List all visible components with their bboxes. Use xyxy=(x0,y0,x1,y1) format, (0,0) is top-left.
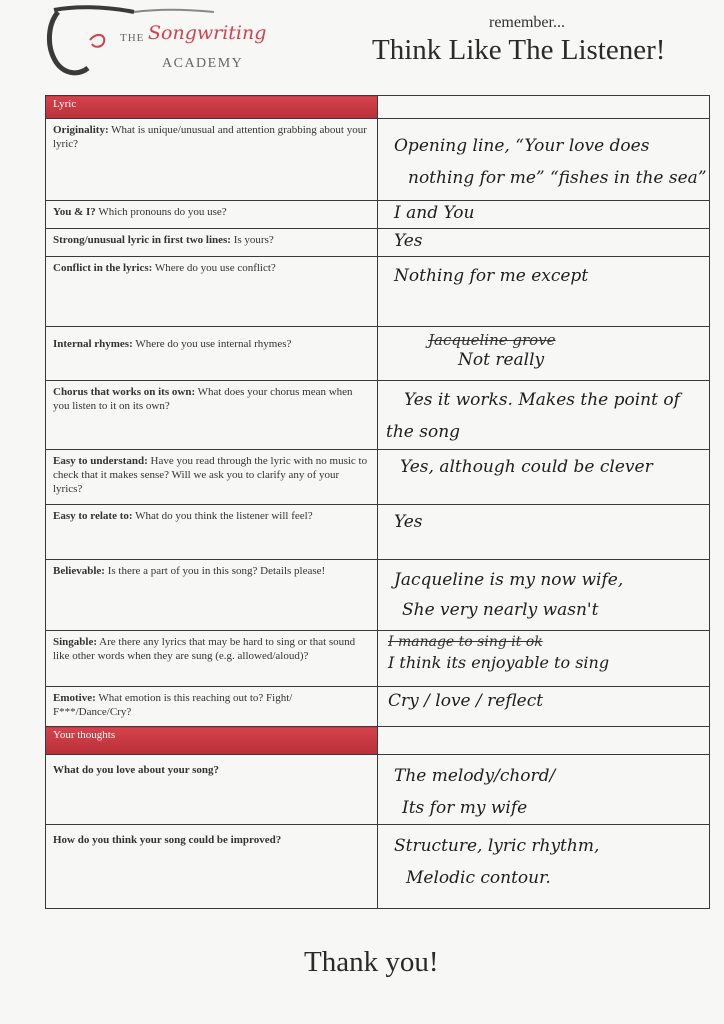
answer-field[interactable] xyxy=(378,229,710,257)
form-row xyxy=(46,505,710,560)
feedback-form-table xyxy=(45,95,710,909)
answer-line: Nothing for me except xyxy=(394,266,589,286)
answer-field[interactable] xyxy=(378,505,710,560)
answer-line: The melody/chord/ xyxy=(394,766,556,786)
question-label: You & I? xyxy=(53,206,96,218)
form-row xyxy=(46,560,710,631)
question-text: Is there a part of you in this song? Details please! xyxy=(107,565,326,577)
answer-field[interactable] xyxy=(378,119,710,201)
answer-field[interactable] xyxy=(378,257,710,327)
answer-field[interactable] xyxy=(378,560,710,631)
question-text: Where do you use conflict? xyxy=(154,262,276,274)
question-text: Is yours? xyxy=(233,234,274,246)
question-label: Originality: xyxy=(53,124,109,136)
answer-line: Yes xyxy=(394,512,423,532)
answer-line: Its for my wife xyxy=(402,798,528,818)
question-label: Believable: xyxy=(53,565,105,577)
question-label: Singable: xyxy=(53,636,98,648)
question-text: Are there any lyrics that may be hard to sing or that sound like other words when they are sung (e.g. allowed/aloud)? xyxy=(53,636,356,662)
crossed-out-text: Jacqueline grove xyxy=(428,331,556,349)
question-label: Easy to relate to: xyxy=(53,510,133,522)
question-label: What do you love about your song? xyxy=(53,764,220,776)
answer-line: I and You xyxy=(394,203,475,223)
answer-line: Melodic contour. xyxy=(406,868,551,888)
answer-field[interactable] xyxy=(378,327,710,381)
thank-you-text: Thank you! xyxy=(304,946,439,978)
answer-line: nothing for me” “fishes in the sea” xyxy=(408,168,707,188)
answer-line: Yes it works. Makes the point of xyxy=(404,390,680,410)
answer-field[interactable] xyxy=(378,755,710,825)
question-text: What do you think the listener will feel? xyxy=(135,510,313,522)
section-label-lyric: Lyric xyxy=(46,96,378,119)
answer-field[interactable] xyxy=(378,687,710,727)
question-text: What is unique/unusual and attention grabbing about your lyric? xyxy=(53,124,367,150)
question-text: Which pronouns do you use? xyxy=(98,206,227,218)
form-row xyxy=(46,755,710,825)
form-row xyxy=(46,825,710,909)
question-label: Chorus that works on its own: xyxy=(53,386,196,398)
question-text: Where do you use internal rhymes? xyxy=(135,338,292,350)
answer-field[interactable] xyxy=(378,201,710,229)
section-label-your-thoughts: Your thoughts xyxy=(46,727,378,755)
question-label: How do you think your song could be improved? xyxy=(53,834,282,846)
answer-line: Opening line, “Your love does xyxy=(394,136,650,156)
form-row xyxy=(46,201,710,229)
answer-line: Jacqueline is my now wife, xyxy=(394,570,624,590)
form-row xyxy=(46,450,710,505)
logo-academy: ACADEMY xyxy=(162,56,244,71)
answer-line: the song xyxy=(386,422,461,442)
form-row xyxy=(46,327,710,381)
answer-line: Structure, lyric rhythm, xyxy=(394,836,600,856)
answer-field[interactable] xyxy=(378,450,710,505)
answer-field[interactable] xyxy=(378,631,710,687)
logo-songwriting: Songwriting xyxy=(148,22,267,44)
question-text: Have you read through the lyric with no music to check that it makes sense? Will we ask you to clarify any of your lyrics? xyxy=(53,455,368,495)
question-text: What emotion is this reaching out to? Fight/ F***/Dance/Cry? xyxy=(53,692,293,718)
form-row xyxy=(46,687,710,727)
answer-line: Yes, although could be clever xyxy=(400,457,653,477)
question-label: Emotive: xyxy=(53,692,96,704)
section-row-lyric xyxy=(46,96,710,119)
form-row xyxy=(46,229,710,257)
answer-line: Not really xyxy=(458,350,545,370)
answer-line: Cry / love / reflect xyxy=(388,691,544,711)
form-row xyxy=(46,119,710,201)
answer-line: I think its enjoyable to sing xyxy=(388,653,610,672)
answer-field[interactable] xyxy=(378,825,710,909)
answer-line: She very nearly wasn't xyxy=(402,600,599,620)
crossed-out-text: I manage to sing it ok xyxy=(388,634,543,650)
remember-text: remember... xyxy=(489,14,565,31)
section-row-thoughts xyxy=(46,727,710,755)
question-label: Internal rhymes: xyxy=(53,338,133,350)
question-text: What does your chorus mean when you listen to it on its own? xyxy=(53,386,353,412)
songwriting-academy-logo xyxy=(44,4,267,78)
question-label: Strong/unusual lyric in first two lines: xyxy=(53,234,231,246)
question-label: Easy to understand: xyxy=(53,455,148,467)
logo-the: THE xyxy=(120,32,145,44)
answer-line: Yes xyxy=(394,231,423,251)
form-row xyxy=(46,631,710,687)
question-label: Conflict in the lyrics: xyxy=(53,262,153,274)
form-row xyxy=(46,381,710,450)
page-title: Think Like The Listener! xyxy=(372,34,666,66)
answer-field[interactable] xyxy=(378,381,710,450)
form-row xyxy=(46,257,710,327)
